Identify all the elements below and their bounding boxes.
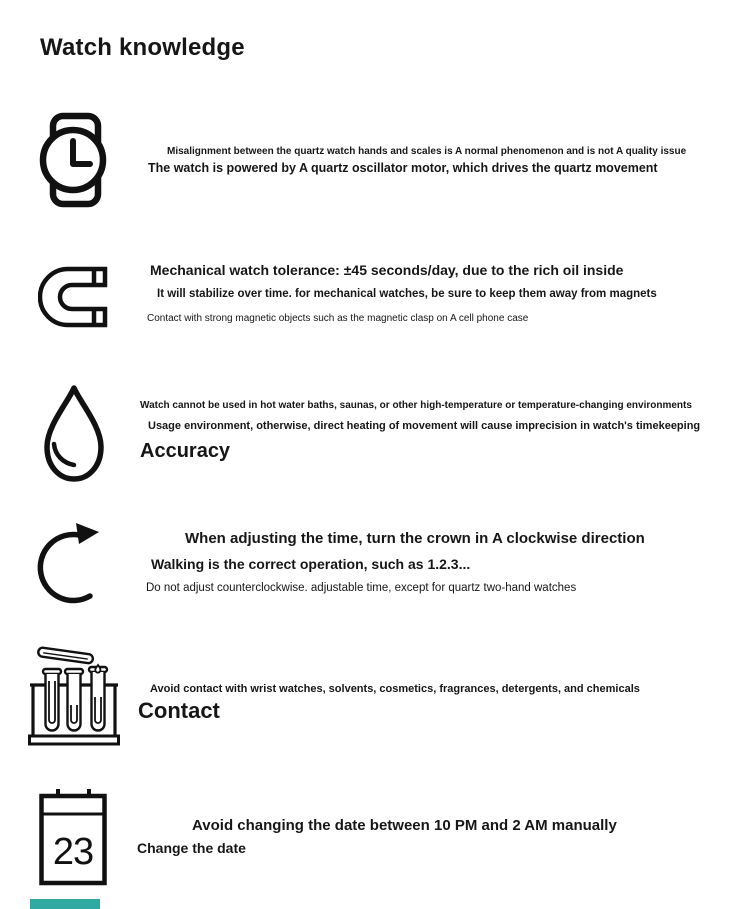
calendar-day: 23 [52, 831, 94, 873]
accuracy-heading: Accuracy [140, 440, 231, 462]
contact-heading: Contact [138, 698, 220, 723]
adjustment-note-small: Do not adjust counterclockwise. adjustable time, except for quartz two-hand watches [146, 582, 577, 594]
chemicals-note-sub: Avoid contact with wrist watches, solvents, cosmetics, fragrances, detergents, and chemicals [150, 683, 640, 695]
quartz-note-main: The watch is powered by A quartz oscillator motor, which drives the quartz movement [148, 161, 658, 175]
magnet-note-main: Mechanical watch tolerance: ±45 seconds/day, due to the rich oil inside [150, 262, 624, 278]
magnet-note-small: Contact with strong magnetic objects such as the magnetic clasp on A cell phone case [147, 313, 529, 324]
adjustment-note-sub: Walking is the correct operation, such as 1.2.3... [151, 556, 471, 572]
calendar-icon [39, 788, 107, 886]
bottom-accent-bar [30, 899, 100, 909]
magnet-note-sub: It will stabilize over time. for mechanical watches, be sure to keep them away from magnets [157, 288, 657, 300]
rotate-clockwise-icon [33, 520, 113, 612]
quartz-note-small: Misalignment between the quartz watch hands and scales is A normal phenomenon and is not A quality issue [167, 146, 687, 157]
magnet-icon [38, 266, 108, 328]
wristwatch-icon [38, 108, 114, 212]
water-drop-icon [38, 384, 110, 484]
temperature-note-sub: Usage environment, otherwise, direct heating of movement will cause imprecision in watch's timekeeping [148, 420, 701, 432]
temperature-note-small: Watch cannot be used in hot water baths, saunas, or other high-temperature or temperature-changing environments [140, 400, 692, 411]
test-tubes-icon [28, 645, 120, 749]
adjustment-note-main: When adjusting the time, turn the crown in A clockwise direction [185, 530, 645, 547]
date-note-main: Avoid changing the date between 10 PM and 2 AM manually [192, 817, 617, 834]
date-note-sub: Change the date [137, 840, 246, 856]
page-title: Watch knowledge [40, 34, 245, 61]
